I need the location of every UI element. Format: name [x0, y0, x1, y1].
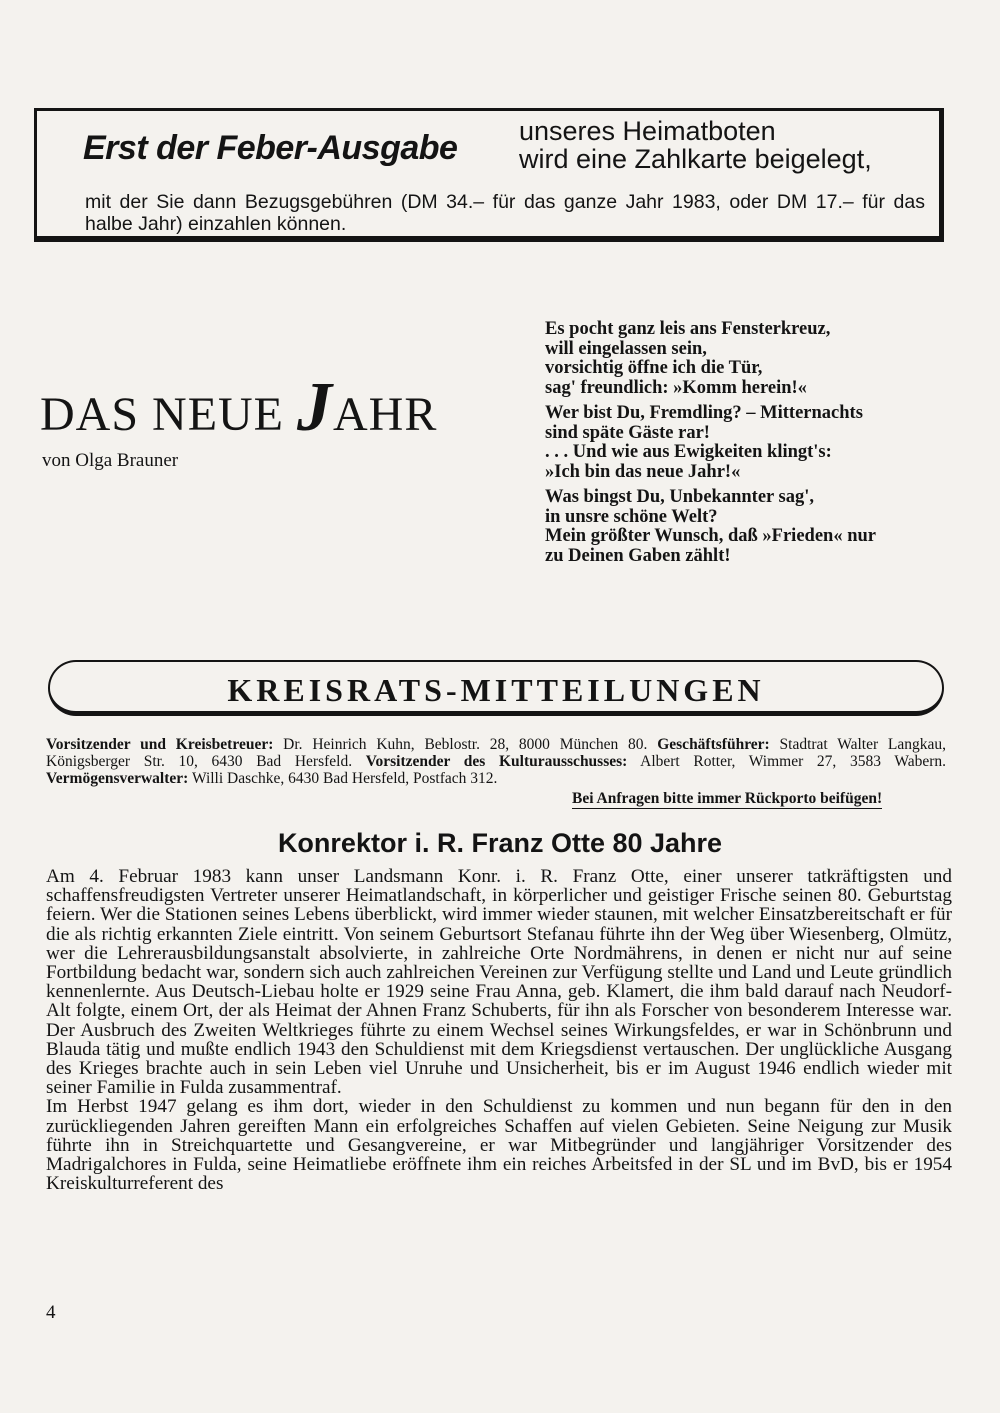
kreisrat-banner-title: KREISRATS-MITTEILUNGEN [227, 672, 765, 708]
poem-line: sind späte Gäste rar! [545, 422, 710, 443]
poem-line: Was bingst Du, Unbekannter sag', [545, 487, 815, 507]
poem-line: Mein größter Wunsch, daß »Frieden« nur [545, 526, 876, 546]
poem-line: zu Deinen Gaben zählt! [545, 545, 731, 566]
poem-title-end: AHR [333, 388, 438, 441]
manager-value: Stadtrat Walter Langkau, Königsberger Str. 10, 6430 Bad Hersfeld. [46, 736, 947, 770]
article-body [46, 867, 952, 1193]
chair-label: Vorsitzender und Kreisbetreuer: [46, 736, 274, 753]
article-paragraph: Am 4. Februar 1983 kann unser Landsmann Konr. i. R. Franz Otte, einer unserer tatkräftigsten und schaffensfreudigsten Vertreter unserer Heimatlandschaft, in körperlicher und geistiger Frische seinen 80. Geburtstag feiern. Wer die Stationen seines Lebens überblickt, wird immer wieder staunen, mit welcher Einsatzbereitschaft er für die als richtig erkannten Ziele eintritt. Von seinem Geburtsort Stefanau führte ihn der Weg über Wiesenberg, Olmütz, wer die Lehrerausbildungsanstalt absolvierte, in zahlreiche Orte Nordmährens, in denen er nicht nur auf seine Fortbildung bedacht war, sondern sich auch zahlreichen Vereinen zur Verfügung stellte und Land und Leute gründlich kennenlernte. Aus Deutsch-Liebau holte er 1929 seine Frau Anna, geb. Klamert, die ihm bald darauf nach Neudorf-Alt folgte, einem Ort, der als Heimat der Ahnen Franz Schuberts, für ihn als Forscher von besonderem Interesse war. Der Ausbruch des Zweiten Weltkrieges führte zu einem Wechsel seines Wirkungsfeldes, er war in Schönbrunn und Blauda tätig und mußte endlich 1943 den Schuldienst mit dem Kriegsdienst vertauschen. Der unglückliche Ausgang des Krieges brachte auch in sein Leben viel Unruhe und Unsicherheit, bis er im August 1946 endlich wieder mit seiner Familie in Fulda zusammentraf. [46, 866, 952, 1099]
poem-line: Es pocht ganz leis ans Fensterkreuz, [545, 319, 831, 339]
poem-title-start: DAS NEUE [40, 388, 297, 441]
chair-value: Dr. Heinrich Kuhn, Beblostr. 28, 8000 München 80. [283, 736, 648, 753]
poem-title-initial: J [297, 369, 333, 446]
poem-title [40, 368, 437, 448]
poem-line: vorsichtig öffne ich die Tür, [545, 358, 763, 378]
article-headline: Konrektor i. R. Franz Otte 80 Jahre [277, 828, 723, 858]
poem-line: sag' freundlich: »Komm herein!« [545, 377, 807, 398]
assets-label: Vermögensverwalter: [46, 770, 189, 787]
notice-side-line-1: unseres Heimatboten [519, 116, 776, 146]
notice-body: mit der Sie dann Bezugsgebühren (DM 34.– für das ganze Jahr 1983, oder DM 17.– für das halbe Jahr) einzahlen können. [85, 191, 925, 235]
poem-line: Wer bist Du, Fremdling? – Mitternachts [545, 403, 863, 423]
poem-line: will eingelassen sein, [545, 338, 707, 359]
kreisrat-banner [48, 660, 944, 716]
poem-text [545, 320, 945, 572]
notice-side-text [519, 117, 872, 173]
article-paragraph: Im Herbst 1947 gelang es ihm dort, wieder in den Schuldienst zu kommen und nun begann für den in den zurückliegenden Jahren gereiften Mann ein erfolgreiches Schaffen auf vielen Gebieten. Seine Neigung zur Musik führte ihn in Streichquartette und Gesangvereine, er war Mitbegründer und langjähriger Vorsitzender des Madrigalchores in Fulda, seine Heimatliebe eröffnete ihm ein reiches Arbeitsfed in der SL und im BvD, bis er 1954 Kreiskulturreferent des [46, 1096, 952, 1195]
notice-side-line-2: wird eine Zahlkarte beigelegt, [519, 144, 872, 174]
poem-stanza [545, 404, 945, 482]
poem-line: in unsre schöne Welt? [545, 506, 718, 527]
postage-note: Bei Anfragen bitte immer Rückporto beifügen! [572, 790, 883, 807]
page-number: 4 [46, 1302, 56, 1323]
poem-line: »Ich bin das neue Jahr!« [545, 461, 741, 482]
poem-stanza [545, 320, 945, 398]
notice-headline: Erst der Feber-Ausgabe [83, 129, 458, 167]
culture-value: Albert Rotter, Wimmer 27, 3583 Wabern. [640, 753, 947, 770]
poem-line: . . . Und wie aus Ewigkeiten klingt's: [545, 442, 832, 462]
kreisrat-board-info [46, 736, 946, 787]
poem-author: von Olga Brauner [42, 450, 179, 471]
subscription-notice-box [34, 108, 944, 242]
poem-stanza [545, 488, 945, 566]
manager-label: Geschäftsführer: [657, 736, 770, 753]
culture-label: Vorsitzender des Kulturausschusses: [365, 753, 628, 770]
assets-value: Willi Daschke, 6430 Bad Hersfeld, Postfach 312. [191, 770, 498, 787]
